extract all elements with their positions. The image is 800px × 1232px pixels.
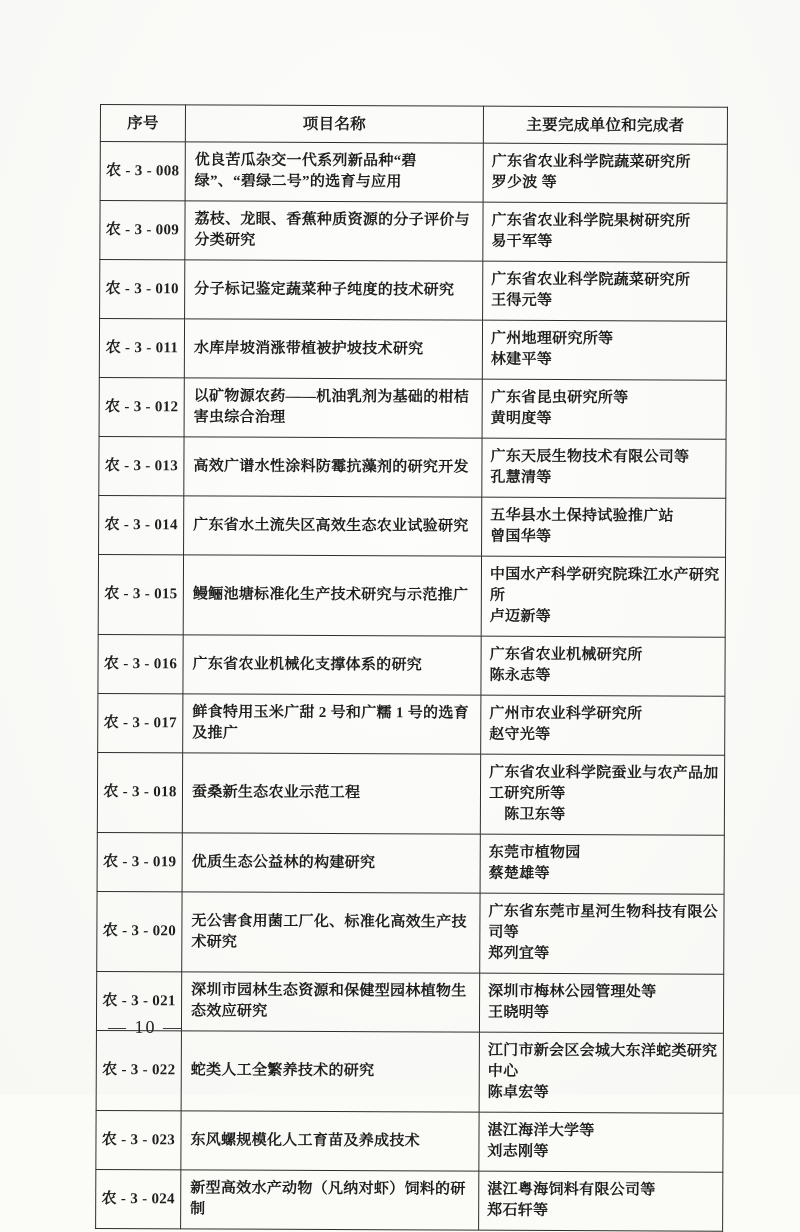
project-unit-and-person	[481, 636, 725, 696]
unit-line: 五华县水土保持试验推广站	[490, 507, 674, 525]
unit-line: 陈卫东等	[488, 806, 566, 824]
unit-line: 郑列宜等	[488, 945, 550, 962]
unit-line: 中国水产科学研究院珠江水产研究所	[489, 566, 720, 604]
project-unit-and-person	[479, 1112, 723, 1172]
project-unit-and-person	[483, 261, 727, 321]
table-row	[96, 1169, 723, 1231]
project-name: 优良苦瓜杂交一代系列新品种“碧绿”、“碧绿二号”的选育与应用	[185, 142, 483, 202]
unit-line: 东莞市植物园	[488, 844, 581, 862]
header-serial-number: 序号	[100, 105, 185, 142]
project-serial: 农 - 3 - 022	[96, 1030, 181, 1110]
table-row	[100, 201, 727, 263]
project-name: 高效广谱水性涂料防霉抗藻剂的研究开发	[184, 437, 482, 497]
project-serial: 农 - 3 - 024	[96, 1169, 181, 1228]
project-name: 优质生态公益林的构建研究	[182, 833, 480, 893]
unit-line: 林建平等	[490, 351, 553, 368]
project-serial: 农 - 3 - 009	[100, 201, 185, 260]
table-row	[98, 634, 725, 696]
unit-line: 陈永志等	[489, 667, 551, 684]
project-unit-and-person	[481, 695, 725, 755]
unit-line: 广州市农业科学研究所	[489, 705, 643, 723]
project-name: 水库岸坡消涨带植被护坡技术研究	[184, 319, 482, 379]
project-name: 深圳市园林生态资源和保健型园林植物生态效应研究	[181, 972, 479, 1032]
project-unit-and-person	[481, 556, 725, 637]
table-row	[97, 891, 724, 974]
project-unit-and-person	[479, 1171, 723, 1231]
project-serial: 农 - 3 - 016	[98, 634, 183, 693]
table-body	[96, 142, 728, 1232]
project-serial: 农 - 3 - 018	[97, 752, 182, 832]
unit-line: 卢迈新等	[489, 608, 552, 625]
unit-line: 陈卓宏等	[487, 1084, 549, 1101]
unit-line: 广东省东莞市星河生物科技有限公司等	[488, 903, 719, 941]
project-unit-and-person	[482, 379, 726, 439]
project-serial: 农 - 3 - 008	[100, 142, 185, 201]
project-serial: 农 - 3 - 010	[100, 260, 185, 319]
project-serial: 农 - 3 - 014	[99, 495, 184, 554]
unit-line: 王晓明等	[488, 1004, 550, 1021]
project-name: 分子标记鉴定蔬菜种子纯度的技术研究	[185, 260, 483, 320]
project-unit-and-person	[483, 202, 727, 262]
unit-line: 黄明度等	[490, 410, 552, 427]
project-name: 荔枝、龙眼、香蕉种质资源的分子评价与分类研究	[185, 201, 483, 261]
project-name: 以矿物源农药——机油乳剂为基础的柑桔害虫综合治理	[184, 378, 482, 438]
project-name: 鲜食特用玉米广甜 2 号和广糯 1 号的选育及推广	[183, 694, 481, 754]
table-row	[98, 693, 725, 755]
unit-line: 蔡楚雄等	[488, 865, 550, 882]
unit-line: 易干军等	[491, 233, 553, 250]
table-row	[99, 495, 726, 557]
project-serial: 农 - 3 - 013	[99, 436, 184, 495]
unit-line: 江门市新会区会城大东洋蛇类研究中心	[487, 1042, 718, 1080]
project-serial: 农 - 3 - 020	[97, 891, 182, 971]
unit-line: 广州地理研究所等	[490, 330, 614, 348]
unit-line: 广东省昆虫研究所等	[490, 389, 629, 407]
project-name: 鳗鲡池塘标准化生产技术研究与示范推广	[183, 555, 481, 636]
unit-line: 湛江海洋大学等	[487, 1122, 595, 1140]
project-unit-and-person	[483, 143, 727, 203]
project-unit-and-person	[480, 893, 724, 974]
table-header-row	[100, 105, 727, 145]
table-row	[96, 971, 723, 1033]
table-row	[99, 319, 726, 381]
projects-table-container	[95, 104, 727, 1232]
unit-line: 广东省农业科学院蔬菜研究所	[491, 153, 691, 171]
project-unit-and-person	[480, 754, 724, 835]
unit-line: 广东省农业科学院蚕业与农产品加工研究所等	[488, 764, 719, 803]
project-name: 广东省水土流失区高效生态农业试验研究	[184, 496, 482, 556]
project-serial: 农 - 3 - 021	[96, 971, 181, 1030]
project-unit-and-person	[482, 438, 726, 498]
table-row	[96, 1110, 723, 1172]
project-serial: 农 - 3 - 019	[97, 832, 182, 891]
projects-table	[95, 104, 728, 1232]
unit-line: 广东省农业科学院果树研究所	[491, 212, 691, 230]
unit-line: 广东省农业科学院蔬菜研究所	[491, 271, 691, 289]
unit-line: 赵守光等	[489, 726, 551, 743]
project-name: 东风螺规模化人工育苗及养成技术	[181, 1111, 479, 1171]
unit-line: 广东天辰生物技术有限公司等	[490, 448, 690, 466]
project-serial: 农 - 3 - 012	[99, 377, 184, 436]
project-unit-and-person	[480, 834, 724, 894]
unit-line: 王得元等	[491, 292, 553, 309]
table-row	[97, 832, 724, 894]
table-row	[100, 260, 727, 322]
unit-line: 罗少波 等	[491, 174, 557, 191]
header-project-name: 项目名称	[185, 105, 483, 143]
project-name: 无公害食用菌工厂化、标准化高效生产技术研究	[182, 892, 480, 973]
unit-line: 曾国华等	[490, 528, 552, 545]
unit-line: 郑石轩等	[487, 1202, 549, 1219]
project-unit-and-person	[482, 497, 726, 557]
unit-line: 广东省农业机械研究所	[489, 646, 643, 664]
table-row	[99, 377, 726, 439]
project-serial: 农 - 3 - 023	[96, 1110, 181, 1169]
table-row	[100, 142, 727, 204]
unit-line: 刘志刚等	[487, 1143, 549, 1160]
table-row	[98, 554, 725, 637]
page-number: — 10 —	[108, 1017, 183, 1037]
project-name: 新型高效水产动物（凡纳对虾）饲料的研制	[181, 1170, 479, 1230]
project-name: 蛇类人工全繁养技术的研究	[181, 1031, 479, 1112]
project-serial: 农 - 3 - 015	[98, 554, 183, 634]
unit-line: 深圳市梅林公园管理处等	[488, 983, 657, 1001]
project-unit-and-person	[482, 320, 726, 380]
project-unit-and-person	[479, 973, 723, 1033]
project-serial: 农 - 3 - 017	[98, 693, 183, 752]
project-serial: 农 - 3 - 011	[99, 319, 184, 378]
unit-line: 孔慧清等	[490, 469, 552, 486]
unit-line: 湛江粤海饲料有限公司等	[487, 1181, 656, 1199]
project-name: 蚕桑新生态农业示范工程	[182, 753, 480, 834]
table-row	[97, 752, 724, 835]
table-row	[99, 436, 726, 498]
table-row	[96, 1030, 723, 1113]
header-main-unit-and-completers: 主要完成单位和完成者	[483, 106, 727, 144]
project-unit-and-person	[479, 1032, 723, 1113]
project-name: 广东省农业机械化支撑体系的研究	[183, 635, 481, 695]
